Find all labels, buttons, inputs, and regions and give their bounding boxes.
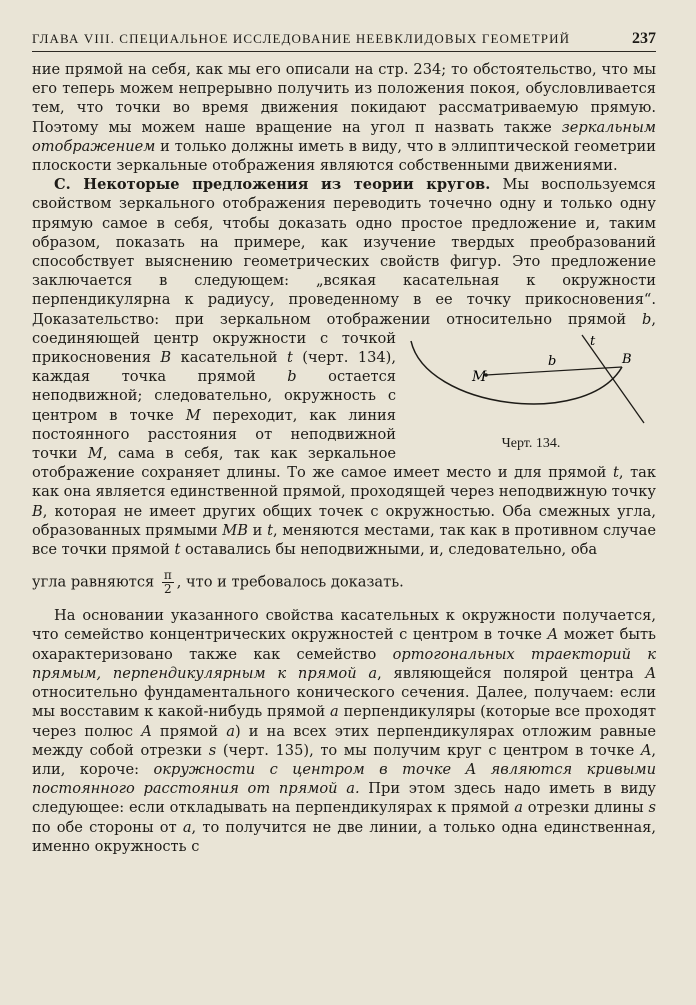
var: t (174, 541, 181, 559)
chapter-title: ГЛАВА VIII. СПЕЦИАЛЬНОЕ ИССЛЕДОВАНИЕ НЕЕВКЛИДОВЫХ ГЕОМЕТРИЙ (32, 31, 571, 46)
text: перпендикуляры (которые все проходят через полюс (32, 703, 656, 740)
section-heading: С. Некоторые предложения из теории кругов. (54, 176, 491, 194)
emphasis-mirror-reflection: зеркальным отображением (32, 118, 656, 155)
var: a (368, 664, 378, 682)
var: a (514, 799, 523, 817)
text: , что и требовалось доказать. (176, 573, 404, 591)
text: угла равняются (32, 573, 159, 591)
var: t (612, 464, 619, 482)
text: прямой (151, 722, 227, 740)
fraction-numerator: π (163, 568, 172, 583)
text: , которая не имеет других общих точек с окружностью. Оба смежных угла, образованных прямыми (32, 502, 656, 539)
text: отрезки длины (522, 799, 649, 817)
var: s (648, 799, 657, 817)
var: M (185, 406, 201, 424)
var: a (182, 818, 192, 836)
label-b: b (548, 353, 557, 369)
text: по обе стороны от (32, 818, 183, 836)
text: , или, короче: (32, 741, 657, 778)
figure-134 (406, 333, 656, 453)
var: B (32, 502, 43, 520)
text: и (247, 521, 268, 539)
page-number: 237 (632, 30, 656, 47)
text: и только должны иметь в виду, что в эллиптической геометрии плоскости зеркальные отображения являются собственными движениями. (32, 137, 656, 175)
text: , сама в себя, так как зеркальное отображение сохраняет длины. То же самое имеет место и для прямой (32, 445, 613, 482)
text: Мы воспользуемся свойством зеркального отображения переводить точечно одну и только одну прямую самое в себя, чтобы доказать одно простое предложение и, таким образом, показать на примере, как изучение твердых преобразований способствует выяснению геометрических свойств фигур. Это предложение заключается в следующем: „всякая касательная к окружности перпендикулярна к радиусу, проведенному в ее точку прикосновения“. Доказательство: при зеркальном отображении относительно прямой (32, 176, 657, 328)
paragraph-1 (32, 60, 656, 175)
text: остается неподвижной; следовательно, окружность с центром в точке (32, 368, 397, 424)
fraction-denominator: 2 (163, 582, 172, 597)
text: может быть охарактеризовано также как семейство (32, 626, 656, 663)
var: B (160, 349, 172, 367)
text: касательной (171, 349, 287, 367)
label-t: t (590, 333, 596, 349)
text: , являющейся полярой центра (377, 664, 646, 682)
var: A (640, 741, 652, 759)
var: A (645, 664, 657, 682)
emphasis-orthogonal-trajectories: ортогональных траекторий к прямым, перпендикулярным к прямой (32, 645, 656, 682)
text: , то получится не две линии, а только одна единственная, именно окружность с (32, 818, 657, 855)
text: ) и на всех этих перпендикулярах отложим равные между собой отрезки (32, 722, 657, 759)
text: , меняются местами, так как в противном случае все точки прямой (32, 521, 656, 559)
paragraph-2 (32, 175, 656, 559)
text: На основании указанного свойства касательных к окружности получается, что семейство концентрических окружностей с центром в точке (32, 607, 656, 644)
var: b (642, 310, 652, 328)
var: M (87, 445, 103, 463)
fraction-pi-over-2 (162, 569, 174, 596)
var: s (208, 741, 217, 759)
var: a (330, 703, 339, 721)
circle-arc (411, 341, 622, 404)
text: , соединяющей центр окружности с точкой прикосновения (32, 310, 656, 367)
label-m: M (472, 368, 487, 385)
text: оставались бы неподвижными, и, следовательно, оба (180, 541, 598, 559)
text: ние прямой на себя, как мы его описали на стр. 234; то обстоятельство, что мы его теперь можем непрерывно получить из положения покоя, обусловливается тем, что точки во время движения покидают рассматриваемую прямую. Поэтому мы можем наше вращение на угол π назвать также (32, 61, 656, 136)
var: MB (222, 521, 248, 539)
paragraph-4 (32, 606, 656, 856)
text: (черт. 135), то мы получим круг с центром в точке (216, 741, 641, 759)
emphasis-constant-distance: окружности с центром в точке A являются кривыми постоянного расстояния от прямой a. (32, 760, 656, 798)
figure-134-drawing (406, 333, 656, 433)
var: a (226, 722, 235, 740)
running-head (32, 30, 656, 52)
var: t (286, 349, 293, 367)
paragraph-3 (32, 569, 656, 596)
label-b-point: B (622, 351, 632, 367)
var: A (547, 626, 559, 644)
text: относительно фундаментального конического сечения. Далее, получаем: если мы восставим к какой-нибудь прямой (32, 684, 656, 721)
var: t (267, 521, 273, 539)
text: При этом здесь надо иметь в виду следующее: если откладывать на перпендикулярах к прямой (32, 780, 656, 817)
var: b (287, 368, 297, 386)
var: A (141, 722, 152, 740)
text: , так как она является единственной прямой, проходящей через неподвижную точку (32, 464, 656, 501)
figure-caption: Черт. 134. (501, 435, 561, 451)
text: переходит, как линия постоянного расстояния от неподвижной точки (32, 406, 396, 463)
text: (черт. 134), каждая точка прямой (32, 349, 397, 386)
